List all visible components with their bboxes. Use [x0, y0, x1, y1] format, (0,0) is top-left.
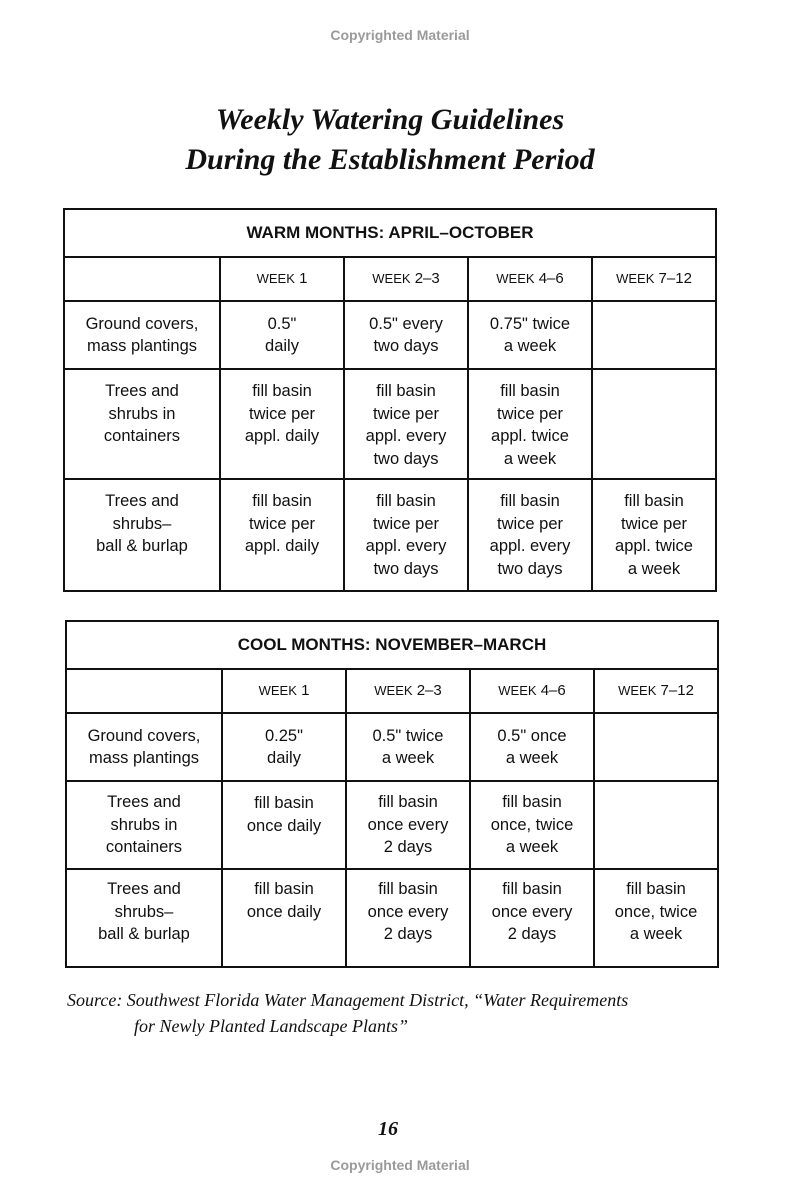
- warm-week-header: WEEK 4–6: [468, 257, 592, 301]
- warm-week-header: WEEK 2–3: [344, 257, 468, 301]
- watering-cell: 0.5" daily: [220, 301, 344, 369]
- cool-months-table: [65, 620, 719, 968]
- cool-week-header: WEEK 2–3: [346, 669, 470, 713]
- watering-cell: fill basin twice per appl. twice a week: [592, 479, 716, 591]
- watering-cell: fill basin twice per appl. twice a week: [468, 369, 592, 479]
- watering-cell: fill basin once every 2 days: [346, 781, 470, 869]
- row-label: Trees and shrubs in containers: [64, 369, 220, 479]
- warm-corner-cell: [64, 257, 220, 301]
- watering-cell: fill basin twice per appl. every two days: [468, 479, 592, 591]
- copyright-watermark-top: Copyrighted Material: [330, 27, 470, 43]
- cool-week-header: WEEK 7–12: [594, 669, 718, 713]
- copyright-watermark-bottom: Copyrighted Material: [330, 1157, 470, 1173]
- row-label: Ground covers, mass plantings: [64, 301, 220, 369]
- row-label: Trees and shrubs in containers: [66, 781, 222, 869]
- source-citation: [67, 987, 767, 1039]
- cool-row-containers: [66, 781, 718, 869]
- warm-row-ball-burlap: [64, 479, 716, 591]
- page-number: 16: [378, 1118, 398, 1140]
- warm-week-header-row: [64, 257, 716, 301]
- watering-cell: fill basin once every 2 days: [346, 869, 470, 967]
- title-line-1: Weekly Watering Guidelines: [215, 103, 565, 136]
- title-line-2: During the Establishment Period: [185, 143, 595, 176]
- watering-cell: 0.5" once a week: [470, 713, 594, 781]
- source-line-2: for Newly Planted Landscape Plants”: [134, 1016, 408, 1036]
- source-line-1: Source: Southwest Florida Water Management District, “Water Requirements: [67, 990, 629, 1010]
- watering-cell: fill basin once daily: [222, 781, 346, 869]
- watering-cell: fill basin once every 2 days: [470, 869, 594, 967]
- cool-corner-cell: [66, 669, 222, 713]
- cool-row-ground-covers: [66, 713, 718, 781]
- watering-cell-empty: [592, 301, 716, 369]
- watering-cell: 0.5" every two days: [344, 301, 468, 369]
- warm-row-containers: [64, 369, 716, 479]
- watering-cell: 0.25" daily: [222, 713, 346, 781]
- cool-row-ball-burlap: [66, 869, 718, 967]
- row-label: Trees and shrubs– ball & burlap: [66, 869, 222, 967]
- cool-week-header: WEEK 1: [222, 669, 346, 713]
- watering-cell: fill basin once, twice a week: [470, 781, 594, 869]
- page-title: [0, 100, 780, 180]
- warm-row-ground-covers: [64, 301, 716, 369]
- row-label: Ground covers, mass plantings: [66, 713, 222, 781]
- watering-cell-empty: [594, 713, 718, 781]
- warm-week-header: WEEK 1: [220, 257, 344, 301]
- watering-cell: fill basin once, twice a week: [594, 869, 718, 967]
- watering-cell: fill basin twice per appl. every two days: [344, 369, 468, 479]
- cool-week-header-row: [66, 669, 718, 713]
- cool-months-header: COOL MONTHS: NOVEMBER–MARCH: [66, 621, 718, 669]
- watering-cell-empty: [592, 369, 716, 479]
- watering-cell: fill basin twice per appl. daily: [220, 369, 344, 479]
- watering-cell: fill basin twice per appl. daily: [220, 479, 344, 591]
- watering-cell: 0.75" twice a week: [468, 301, 592, 369]
- warm-week-header: WEEK 7–12: [592, 257, 716, 301]
- warm-months-table: [63, 208, 717, 592]
- watering-cell: fill basin twice per appl. every two days: [344, 479, 468, 591]
- watering-cell: 0.5" twice a week: [346, 713, 470, 781]
- row-label: Trees and shrubs– ball & burlap: [64, 479, 220, 591]
- warm-months-header: WARM MONTHS: APRIL–OCTOBER: [64, 209, 716, 257]
- watering-cell: fill basin once daily: [222, 869, 346, 967]
- watering-cell-empty: [594, 781, 718, 869]
- cool-week-header: WEEK 4–6: [470, 669, 594, 713]
